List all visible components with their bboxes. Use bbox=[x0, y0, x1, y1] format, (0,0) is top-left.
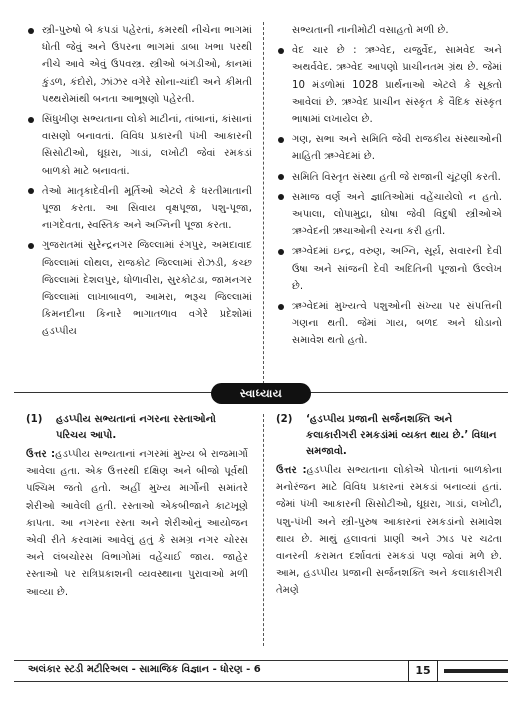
right-bullet-list bbox=[276, 42, 502, 349]
bullet-icon bbox=[278, 304, 284, 310]
question-divider bbox=[263, 414, 264, 646]
list-item-text: વેદ ચાર છે : ઋગ્વેદ, યજુર્વેદ, સામવેદ અને અથર્વવેદ. ઋગ્વેદ આપણો પ્રાચીનતમ ગ્રંથ છે. જેમાં 10 મંડળોમાં 1028 પ્રાર્થનાઓ એટલે કે સૂક્તો આવેલાં છે. ઋગ્વેદ પ્રાચીન સંસ્કૃત કે વૈદિક સંસ્કૃત ભાષામાં લખાયેલ છે. bbox=[292, 45, 502, 126]
list-item-text: સ્ત્રી-પુરુષો બે કપડાં પહેરતાં, કમરથી નીચેના ભાગમાં ધોતી જેવું અને ઉપરના ભાગમાં ડાબા ખભા પરથી નીચે આવે એવું ઉપવસ્ત્ર. સ્ત્રીઓ બંગડીઓ, કાનમાં કુંડળ, કંદોરો, ઝાંઝર વગેરે સોના-ચાંદી અને કીમતી પથ્થરોમાંથી બનતા આભૂષણો પહેરતી. bbox=[42, 25, 252, 105]
list-item bbox=[26, 111, 252, 180]
answer-body: હડપ્પીય સભ્યતાના લોકોએ પોતાનાં બાળકોના મનોરંજન માટે વિવિધ પ્રકારનાં રમકડાં બનાવ્યાં હતાં. જેમાં પંખી આકારની સિસોટીઓ, ઘૂઘરા, ગાડાં, લખોટી, પશુ-પંખી અને સ્ત્રી-પુરુષ આકારનાં રમકડાંનો સમાવેશ થાય છે. માથું હલાવતાં પ્રાણી અને ઝાડ પર ચઢતા વાનરની કરામત દર્શાવતાં રમકડાં પણ જોવાં મળે છે. આમ, હડપ્પીય પ્રજાની સર્જનશક્તિ અને કલાકારીગરી તેમણે bbox=[276, 465, 502, 597]
list-item-text: ઋગ્વેદમાં મુખ્યત્વે પશુઓની સંખ્યા પર સંપત્તિની ગણના થતી. જેમાં ગાય, બળદ અને ઘોડાનો સમાવેશ થતો હતો. bbox=[292, 301, 502, 347]
list-item bbox=[26, 183, 252, 235]
left-bullet-list bbox=[26, 22, 252, 341]
bullet-icon bbox=[278, 174, 284, 180]
list-item-text: સિંધુખીણ સભ્યતાના લોકો માટીનાં, તાંબાનાં, કાંસાનાં વાસણો બનાવતાં. વિવિધ પ્રકારની પંખી આકારની સિસોટીઓ, ઘૂઘરા, ગાડાં, લખોટી જેવાં રમકડાં બાળકો માટે બનાવતાં. bbox=[42, 114, 252, 177]
question-heading bbox=[26, 412, 248, 444]
bullet-icon bbox=[278, 48, 284, 54]
bullet-icon bbox=[28, 243, 34, 249]
bullet-icon bbox=[28, 188, 34, 194]
list-item bbox=[276, 298, 502, 350]
question-text: ‘હડપ્પીય પ્રજાની સર્જનશક્તિ અને કલાકારીગરી રમકડાંમાં વ્યક્ત થાય છે.’ વિધાન સમજાવો. bbox=[306, 414, 497, 457]
footer-bar bbox=[444, 669, 508, 673]
list-item-text: ગુજરાતમાં સુરેન્દ્રનગર જિલ્લામાં રંગપુર, અમદાવાદ જિલ્લામાં લોથલ, રાજકોટ જિલ્લામાં રોઝડી, કચ્છ જિલ્લામાં દેશલપુર, ધોળાવીરા, સુરકોટડા, જામનગર જિલ્લામાં લાખાબાવળ, આમરા, ભરૂચ જિલ્લામાં કિમનદીના કિનારે ભાગાતળાવ વગેરે પ્રદેશોમાં હડપ્પીય bbox=[42, 240, 252, 338]
page-footer bbox=[14, 660, 508, 682]
list-item-text: ઋગ્વેદમાં ઇન્દ્ર, વરુણ, અગ્નિ, સૂર્ય, સવારની દેવી ઉષા અને સાંજની દેવી અદિતિની પૂજાનો ઉલ્લેખ છે. bbox=[292, 246, 502, 292]
answer-label: ઉત્તર : bbox=[276, 465, 307, 476]
answer-text bbox=[26, 446, 248, 601]
list-item bbox=[276, 243, 502, 295]
footer-text: અલંકાર સ્ટડી મટીરિઅલ - સામાજિક વિજ્ઞાન - ધોરણ - 6 bbox=[28, 664, 261, 675]
right-column bbox=[276, 22, 502, 353]
continuation-text: સભ્યતાની નાનીમોટી વસાહતો મળી છે. bbox=[292, 25, 449, 36]
question-text: હડપ્પીય સભ્યતાનાં નગરના રસ્તાઓનો પરિચય આપો. bbox=[56, 414, 216, 441]
answer-text bbox=[276, 462, 502, 600]
page-number: 15 bbox=[408, 660, 438, 682]
answer-label: ઉત્તર : bbox=[26, 449, 56, 460]
question-heading bbox=[276, 412, 502, 460]
list-item-text: ગણ, સભા અને સમિતિ જેવી રાજકીય સંસ્થાઓની માહિતી ઋગ્વેદમાં છે. bbox=[292, 134, 502, 163]
list-item-text: સમાજ વર્ણ અને જ્ઞાતિઓમાં વહેંચાયેલો ન હતો. અપાલા, લોપામુદ્રા, ઘોષા જેવી વિદુષી સ્ત્રીઓએ ઋગ્વેદની ઋચાઓની રચના કરી હતી. bbox=[292, 191, 502, 238]
list-item bbox=[276, 131, 502, 165]
list-item bbox=[26, 237, 252, 340]
left-column bbox=[26, 22, 252, 344]
question-2 bbox=[276, 412, 502, 600]
list-item bbox=[276, 189, 502, 241]
question-number: (2) bbox=[276, 414, 293, 425]
list-item bbox=[276, 169, 502, 186]
list-item-text: સમિતિ વિસ્તૃત સંસ્થા હતી જે રાજાની ચૂંટણી કરતી. bbox=[292, 171, 501, 183]
question-1 bbox=[26, 412, 248, 601]
list-item bbox=[26, 22, 252, 108]
bullet-icon bbox=[278, 249, 284, 255]
answer-body: હડપ્પીય સભ્યતાનાં નગરમાં મુખ્ય બે રાજમાર્ગો આવેલા હતા. એક ઉત્તરથી દક્ષિણ અને બીજો પૂર્વથી પશ્ચિમ જતો હતો. અહીં મુખ્ય માર્ગોની સમાંતરે શેરીઓ આવેલી હતી. રસ્તાઓ એકબીજાને કાટખૂણે કાપતા. આ નગરના રસ્તા અને શેરીઓનું આયોજન એવી રીતે કરવામાં આવેલું હતું કે સમગ્ર નગર ચોરસ અને લંબચોરસ વિભાગોમાં વહેંચાઈ જાય. જાહેર રસ્તાઓ પર રાત્રિપ્રકાશની વ્યવસ્થાના પુરાવાઓ મળી આવ્યા છે. bbox=[26, 449, 248, 598]
list-item-text: તેઓ માતૃકાદેવીની મૂર્તિઓ એટલે કે ધરતીમાતાની પૂજા કરતા. આ સિવાય વૃક્ષપૂજા, પશુ-પૂજા, નાગદેવતા, સ્વસ્તિક અને અગ્નિની પૂજા કરતા. bbox=[42, 185, 252, 232]
section-title-badge: સ્વાધ્યાય bbox=[211, 383, 311, 404]
list-item bbox=[276, 42, 502, 128]
question-number: (1) bbox=[26, 414, 43, 425]
column-divider bbox=[263, 22, 264, 384]
bullet-icon bbox=[278, 194, 284, 200]
bullet-icon bbox=[278, 137, 284, 143]
bullet-icon bbox=[28, 28, 34, 34]
bullet-icon bbox=[28, 117, 34, 123]
